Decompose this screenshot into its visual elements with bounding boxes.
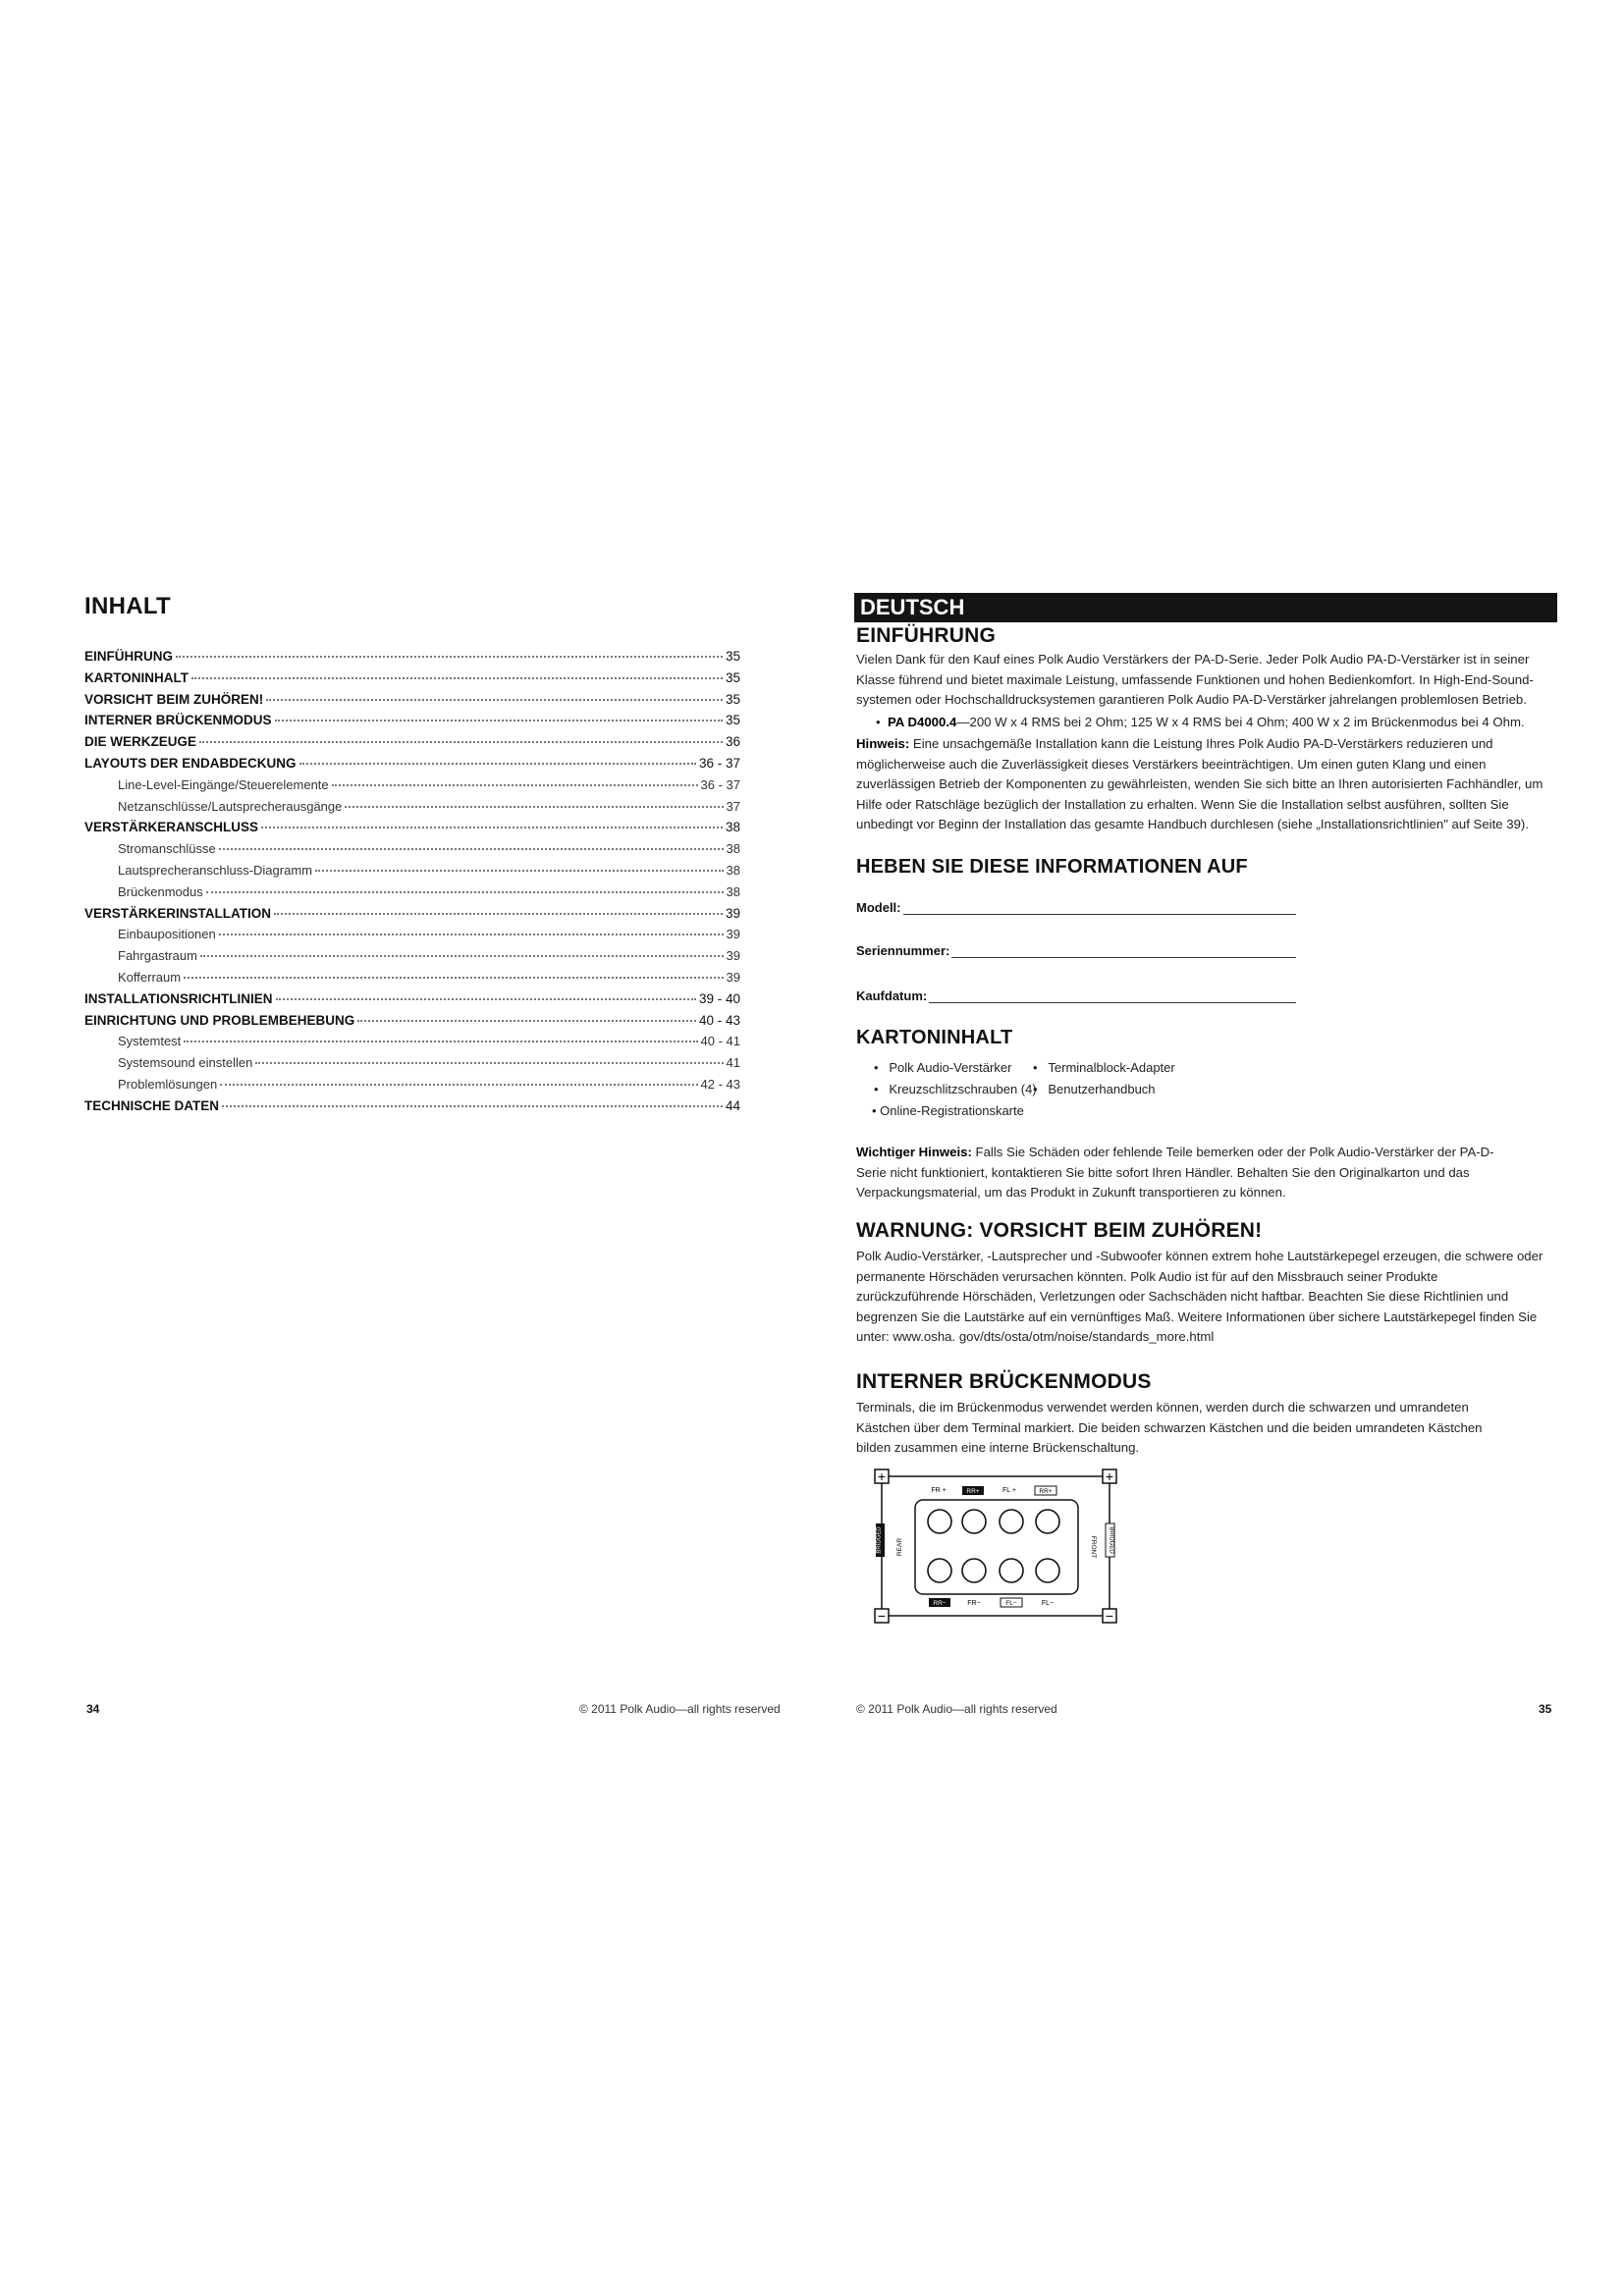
heading-bridge-mode: INTERNER BRÜCKENMODUS [856, 1370, 1152, 1393]
terminal-label-bottom-1: RR− [933, 1600, 947, 1607]
terminal-label-top-4: RR+ [1039, 1488, 1053, 1495]
important-text: Falls Sie Schäden oder fehlende Teile bemerken oder der Polk Audio-Verstärker der PA-D-Serie nicht funktioniert, kontaktieren Sie bitte sofort Ihren Händler. Behalten Sie den Originalkarton und das Verpackungsmaterial, um das Produkt in Zukunft transportieren zu können. [856, 1145, 1494, 1200]
toc-title: INHALT [84, 593, 172, 619]
toc-entry-page: 39 - 40 [698, 990, 740, 1006]
important-label: Wichtiger Hinweis: [856, 1145, 972, 1159]
toc-entry-label: Netzanschlüsse/Lautsprecherausgänge [118, 798, 343, 814]
terminal-label-top-1: FR + [931, 1487, 947, 1494]
toc-dot-leader [222, 1105, 723, 1107]
side-label-right-2: BRIDGED [1108, 1526, 1114, 1554]
toc-entry[interactable] [84, 734, 740, 754]
page-number-right: 35 [1539, 1702, 1552, 1716]
toc-dot-leader [261, 827, 723, 828]
terminal-screw [1036, 1559, 1059, 1582]
minus-sign-right: − [1105, 1608, 1114, 1624]
heading-box-contents: KARTONINHALT [856, 1027, 1013, 1048]
toc-entry-page: 35 [725, 691, 740, 707]
side-label-left-2: REAR [896, 1537, 903, 1557]
toc-entry-page: 40 - 43 [698, 1012, 740, 1028]
toc-entry-page: 39 [725, 905, 740, 921]
terminal-screw [928, 1510, 951, 1533]
toc-dot-leader [184, 977, 723, 979]
copyright-right: © 2011 Polk Audio—all rights reserved [856, 1702, 1057, 1716]
toc-entry[interactable] [118, 970, 740, 989]
list-item: • Polk Audio-Verstärker [874, 1060, 1012, 1075]
bullet-dot: • [1033, 1082, 1049, 1096]
field-purchase-date[interactable] [856, 984, 1296, 1003]
field-date-label: Kaufdatum: [856, 988, 928, 1003]
toc-entry[interactable] [84, 820, 740, 839]
toc-entry-page: 36 - 37 [700, 776, 740, 792]
toc-entry[interactable] [118, 1055, 740, 1075]
toc-entry-page: 39 [726, 927, 740, 942]
minus-sign-left: − [877, 1608, 887, 1624]
toc-dot-leader [274, 913, 723, 915]
toc-entry-page: 39 [726, 948, 740, 964]
toc-entry[interactable] [84, 649, 740, 668]
toc-dot-leader [176, 656, 723, 658]
toc-dot-leader [266, 699, 723, 701]
warning-paragraph: Polk Audio-Verstärker, -Lautsprecher und -Subwoofer können extrem hohe Lautstärkepegel erzeugen, die schwere oder permanente Hörschäden verursachen könnten. Polk Audio ist für auf den Missbrauch seiner Produkte zurückzuführende Hörschäden, Verletzungen oder Sachschäden nicht haftbar. Beachten Sie diese Richtlinien und begrenzen Sie die Lautstärke auf ein vernünftiges Maß. Weitere Informationen über sichere Lautstärkepegel finden Sie unter: www.osha. gov/dts/osta/otm/noise/standards_more.html [856, 1249, 1543, 1344]
toc-dot-leader [345, 806, 723, 808]
bridge-diagram [864, 1463, 1129, 1629]
toc-entry[interactable] [118, 799, 740, 819]
terminal-label-top-2: RR+ [966, 1488, 980, 1495]
toc-entry-page: 44 [725, 1097, 740, 1113]
toc-entry-label: INTERNER BRÜCKENMODUS [84, 713, 272, 728]
list-item: • Kreuzschlitzschrauben (4) [874, 1082, 1037, 1096]
toc-entry[interactable] [118, 1077, 740, 1096]
toc-entry-page: 35 [725, 669, 740, 685]
field-serial[interactable] [856, 938, 1296, 958]
intro-paragraph: Vielen Dank für den Kauf eines Polk Audio Verstärkers der PA-D-Serie. Jeder Polk Audio PA-D-Verstärker ist in seiner Klasse führend und bietet maximale Leistung, umfassende Funktionen und hohen Bedienkomfort. In High-End-Sound-systemen oder Hochschalldrucksystemen garantieren Polk Audio PA-D-Verstärker jahrelangen problemlosen Betrieb. [856, 652, 1534, 707]
list-item: • Terminalblock-Adapter [1033, 1060, 1175, 1075]
toc-entry[interactable] [118, 863, 740, 882]
toc-entry-page: 35 [725, 649, 740, 664]
toc-dot-leader [276, 998, 696, 1000]
toc-entry-page: 41 [726, 1055, 740, 1071]
toc-entry-page: 42 - 43 [700, 1077, 740, 1092]
toc-entry-page: 36 [725, 734, 740, 750]
page-number-left: 34 [86, 1702, 100, 1716]
toc-dot-leader [315, 870, 724, 872]
bullet-dot: • [874, 1060, 890, 1075]
bullet-dot: • [1033, 1060, 1049, 1075]
toc-dot-leader [200, 955, 724, 957]
toc-entry-page: 38 [725, 820, 740, 835]
toc-entry-label: VERSTÄRKERINSTALLATION [84, 905, 271, 921]
side-label-left-1: BRIDGED [876, 1526, 883, 1554]
terminal-label-top-3: FL + [1002, 1487, 1016, 1494]
toc-dot-leader [357, 1020, 696, 1022]
toc-entry-page: 37 [726, 798, 740, 814]
field-serial-line [951, 945, 1296, 958]
toc-entry[interactable] [84, 670, 740, 690]
toc-entry-page: 35 [725, 713, 740, 728]
toc-entry-label: Lautsprecheranschluss-Diagramm [118, 863, 312, 878]
toc-entry-page: 38 [726, 841, 740, 857]
field-model-label: Modell: [856, 900, 901, 915]
field-model-line [903, 902, 1297, 915]
toc-dot-leader [299, 763, 696, 765]
heading-warning: WARNUNG: VORSICHT BEIM ZUHÖREN! [856, 1219, 1263, 1242]
terminal-screw [1036, 1510, 1059, 1533]
toc-dot-leader [184, 1041, 697, 1042]
toc-entry[interactable] [118, 841, 740, 861]
toc-entry[interactable] [84, 1013, 740, 1033]
toc-entry-label: Stromanschlüsse [118, 841, 216, 857]
intro-note [856, 734, 1555, 835]
spec-bullet [876, 715, 1525, 729]
toc-entry[interactable] [118, 777, 740, 797]
terminal-screw [1000, 1510, 1023, 1533]
toc-entry-label: Kofferraum [118, 970, 182, 985]
toc-entry-label: DIE WERKZEUGE [84, 734, 197, 750]
toc-dot-leader [191, 677, 723, 679]
toc-entry[interactable] [84, 692, 740, 712]
toc-entry[interactable] [118, 884, 740, 904]
terminal-label-bottom-4: FL− [1041, 1600, 1055, 1607]
list-item: • Benutzerhandbuch [1033, 1082, 1156, 1096]
terminal-label-bottom-3: FL− [1005, 1600, 1017, 1607]
toc-entry[interactable] [84, 756, 740, 775]
toc-dot-leader [220, 1084, 697, 1086]
field-model[interactable] [856, 895, 1296, 915]
toc-entry-page: 38 [726, 863, 740, 878]
bullet-dot: • [876, 715, 888, 729]
spec-text: —200 W x 4 RMS bei 2 Ohm; 125 W x 4 RMS bei 4 Ohm; 400 W x 2 im Brückenmodus bei 4 Ohm. [956, 715, 1525, 729]
toc-dot-leader [206, 891, 724, 893]
terminal-label-bottom-2: FR− [967, 1600, 981, 1607]
toc-dot-leader [332, 784, 698, 786]
terminal-screw [1000, 1559, 1023, 1582]
toc-entry-label: Problemlösungen [118, 1077, 218, 1092]
toc-dot-leader [199, 741, 723, 743]
toc-dot-leader [219, 848, 724, 850]
toc-entry-label: Brückenmodus [118, 883, 203, 899]
toc-entry-label: Line-Level-Eingänge/Steuerelemente [118, 776, 329, 792]
toc-entry-page: 36 - 37 [698, 756, 740, 771]
terminal-screw [962, 1510, 986, 1533]
toc-entry-label: VORSICHT BEIM ZUHÖREN! [84, 691, 264, 707]
note-label: Hinweis: [856, 736, 910, 751]
toc-entry-label: VERSTÄRKERANSCHLUSS [84, 820, 259, 835]
field-serial-label: Seriennummer: [856, 943, 950, 958]
toc-entry[interactable] [84, 906, 740, 926]
field-date-line [929, 990, 1296, 1003]
toc-entry[interactable] [118, 927, 740, 946]
toc-entry[interactable] [84, 713, 740, 732]
toc-entry-label: Einbaupositionen [118, 927, 216, 942]
bullet-dot: • [872, 1103, 881, 1118]
toc-entry-page: 39 [726, 970, 740, 985]
toc-entry-label: Systemsound einstellen [118, 1055, 253, 1071]
bullet-dot: • [874, 1082, 890, 1096]
list-item: • Online-Registrationskarte [872, 1103, 1024, 1118]
important-note [856, 1143, 1504, 1203]
toc-entry-label: KARTONINHALT [84, 669, 189, 685]
toc-entry-page: 38 [726, 883, 740, 899]
toc-entry-label: Fahrgastraum [118, 948, 197, 964]
spec-model: PA D4000.4 [887, 715, 957, 729]
toc-entry-label: INSTALLATIONSRICHTLINIEN [84, 990, 273, 1006]
toc-entry[interactable] [84, 991, 740, 1011]
toc-entry-label: TECHNISCHE DATEN [84, 1097, 220, 1113]
toc-entry-label: EINFÜHRUNG [84, 649, 173, 664]
toc-entry-label: LAYOUTS DER ENDABDECKUNG [84, 756, 297, 771]
toc-dot-leader [219, 934, 724, 935]
bridge-paragraph: Terminals, die im Brückenmodus verwendet werden können, werden durch die schwarzen und umrandeten Kästchen über dem Terminal markiert. Die beiden schwarzen Kästchen und die beiden umrandeten Kästchen bilden zusammen eine interne Brückenschaltung. [856, 1400, 1483, 1455]
side-label-right-1: FRONT [1090, 1535, 1097, 1559]
copyright-left: © 2011 Polk Audio—all rights reserved [579, 1702, 781, 1716]
heading-introduction: EINFÜHRUNG [856, 624, 996, 647]
toc-entry[interactable] [118, 1034, 740, 1053]
plus-sign-left: + [877, 1468, 887, 1484]
heading-keep-info: HEBEN SIE DIESE INFORMATIONEN AUF [856, 856, 1248, 878]
language-bar: DEUTSCH [854, 593, 1557, 622]
toc-entry-label: EINRICHTUNG UND PROBLEMBEHEBUNG [84, 1012, 355, 1028]
terminal-screw [962, 1559, 986, 1582]
toc-entry-page: 40 - 41 [700, 1034, 740, 1049]
toc-entry-label: Systemtest [118, 1034, 182, 1049]
terminal-screw [928, 1559, 951, 1582]
plus-sign-right: + [1105, 1468, 1114, 1484]
toc-entry[interactable] [118, 948, 740, 968]
toc-dot-leader [275, 720, 723, 721]
toc-entry[interactable] [84, 1098, 740, 1118]
toc-dot-leader [255, 1062, 723, 1064]
note-text: Eine unsachgemäße Installation kann die Leistung Ihres Polk Audio PA-D-Verstärkers reduzieren und möglicherweise auch die Zuverlässigkeit dieses Verstärkers beeinträchtigen. Um einen guten Klang und einen zuverlässigen Betrieb der Komponenten zu gewährleisten, wenden Sie sich bitte an Ihren autorisierten Fachhändler, um Hilfe oder Ratschläge bezüglich der Installation zu erhalten. Wenn Sie die Installation selbst ausführen, sollten Sie unbedingt vor Beginn der Installation das gesamte Handbuch durchlesen (siehe „Installationsrichtlinien" auf Seite 39). [856, 736, 1543, 831]
